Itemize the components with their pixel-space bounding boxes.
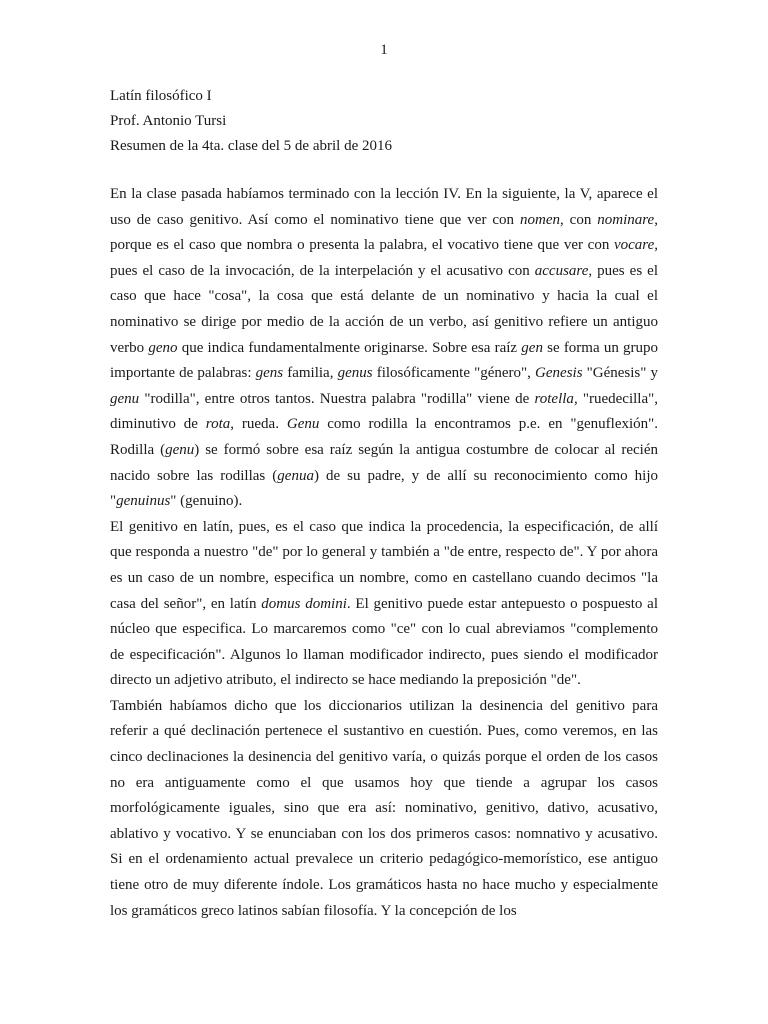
class-summary-title: Resumen de la 4ta. clase del 5 de abril de 2016 xyxy=(110,138,392,154)
text-segment: . El genitivo puede estar antepuesto o pospuesto al núcleo que especifica. Lo marcaremos como "ce" con lo cual abreviamos "complemento de especificación". Algunos lo llaman modificador indirecto, pues siendo el modificador directo un adjetivo atributo, el indirecto se hace mediando la preposición "de". xyxy=(110,595,658,689)
italic-term: nominare xyxy=(597,211,655,228)
course-title: Latín filosófico I xyxy=(110,88,212,104)
italic-term: genu xyxy=(110,390,140,407)
paragraph-1 xyxy=(110,182,658,515)
text-segment: filosóficamente "género", xyxy=(372,365,536,382)
italic-term: gens xyxy=(255,365,284,382)
italic-term: genua xyxy=(277,467,314,484)
text-segment: En la clase pasada habíamos terminado con la lección IV. En la siguiente, la V, aparece el uso de caso genitivo. Así como el nominativo tiene que ver con xyxy=(110,186,658,228)
text-segment: ) de su padre, y de allí su reconocimiento como hijo " xyxy=(110,467,658,510)
italic-term: domus domini xyxy=(261,595,347,612)
text-segment: , pues es el caso que hace "cosa", la cosa que está delante de un nominativo y hacia la cual el nominativo se dirige por medio de la acción de un verbo, así genitivo refiere un antiguo verbo xyxy=(110,262,659,356)
paragraph-3 xyxy=(110,694,658,924)
italic-term: rota xyxy=(205,416,231,433)
document-body xyxy=(110,182,658,924)
italic-term: accusare xyxy=(534,262,589,279)
italic-term: genuinus xyxy=(116,493,171,510)
italic-term: genu xyxy=(165,441,195,458)
italic-term: gen xyxy=(521,339,543,356)
italic-term: rotella xyxy=(534,390,574,407)
italic-term: nomen xyxy=(519,211,560,228)
italic-term: geno xyxy=(148,339,178,356)
text-segment: familia, xyxy=(283,365,338,382)
text-segment: También habíamos dicho que los diccionarios utilizan la desinencia del genitivo para referir a qué declinación pertenece el sustantivo en cuestión. Pues, como veremos, en las cinco declinaciones la desinencia del genitivo varía, o quizás porque el orden de los casos no era antiguamente como el que usamos hoy que tiende a agrupar los casos morfológicamente iguales, sino que era así: nominativo, genitivo, dativo, acusativo, ablativo y vocativo. Y se enunciaban con los dos primeros casos: nomnativo y acusativo. Si en el ordenamiento actual prevalece un criterio pedagógico-memorístico, ese antiguo tiene otro de muy diferente índole. Los gramáticos hasta no hace mucho y especialmente los gramáticos greco latinos sabían filosofía. Y la concepción de los xyxy=(110,697,658,919)
document-header xyxy=(110,84,660,159)
italic-term: genus xyxy=(337,365,373,382)
paragraph-2 xyxy=(110,515,658,694)
italic-term: Genu xyxy=(286,416,320,433)
text-segment: se forma un grupo importante de palabras: xyxy=(110,339,658,382)
text-segment: , rueda. xyxy=(230,416,287,433)
text-segment: "Génesis" y xyxy=(582,365,659,382)
text-segment: "rodilla", entre otros tantos. Nuestra palabra "rodilla" viene de xyxy=(139,390,535,407)
text-segment: , porque es el caso que nombra o presenta la palabra, el vocativo tiene que ver con xyxy=(110,211,658,254)
text-segment: " (genuino). xyxy=(170,493,243,510)
professor-name: Prof. Antonio Tursi xyxy=(110,113,227,129)
text-segment: que indica fundamentalmente originarse. Sobre esa raíz xyxy=(177,339,522,356)
text-segment: , "ruedecilla", diminutivo de xyxy=(110,390,658,433)
text-segment: como rodilla la encontramos p.e. en "genuflexión". Rodilla ( xyxy=(110,416,659,458)
page-number: 1 xyxy=(380,42,388,58)
text-segment: ) se formó sobre esa raíz según la antigua costumbre de colocar al recién nacido sobre las rodillas ( xyxy=(110,441,658,484)
italic-term: vocare xyxy=(613,237,655,254)
text-segment: El genitivo en latín, pues, es el caso que indica la procedencia, la especificación, de allí que responda a nuestro "de" por lo general y también a "de entre, respecto de". Y por ahora es un caso de un nombre, especifica un nombre, como en castellano cuando decimos "la casa del señor", en latín xyxy=(110,518,658,612)
text-segment: , pues el caso de la invocación, de la interpelación y el acusativo con xyxy=(110,237,658,279)
italic-term: Genesis xyxy=(535,365,583,382)
text-segment: , con xyxy=(559,211,598,228)
